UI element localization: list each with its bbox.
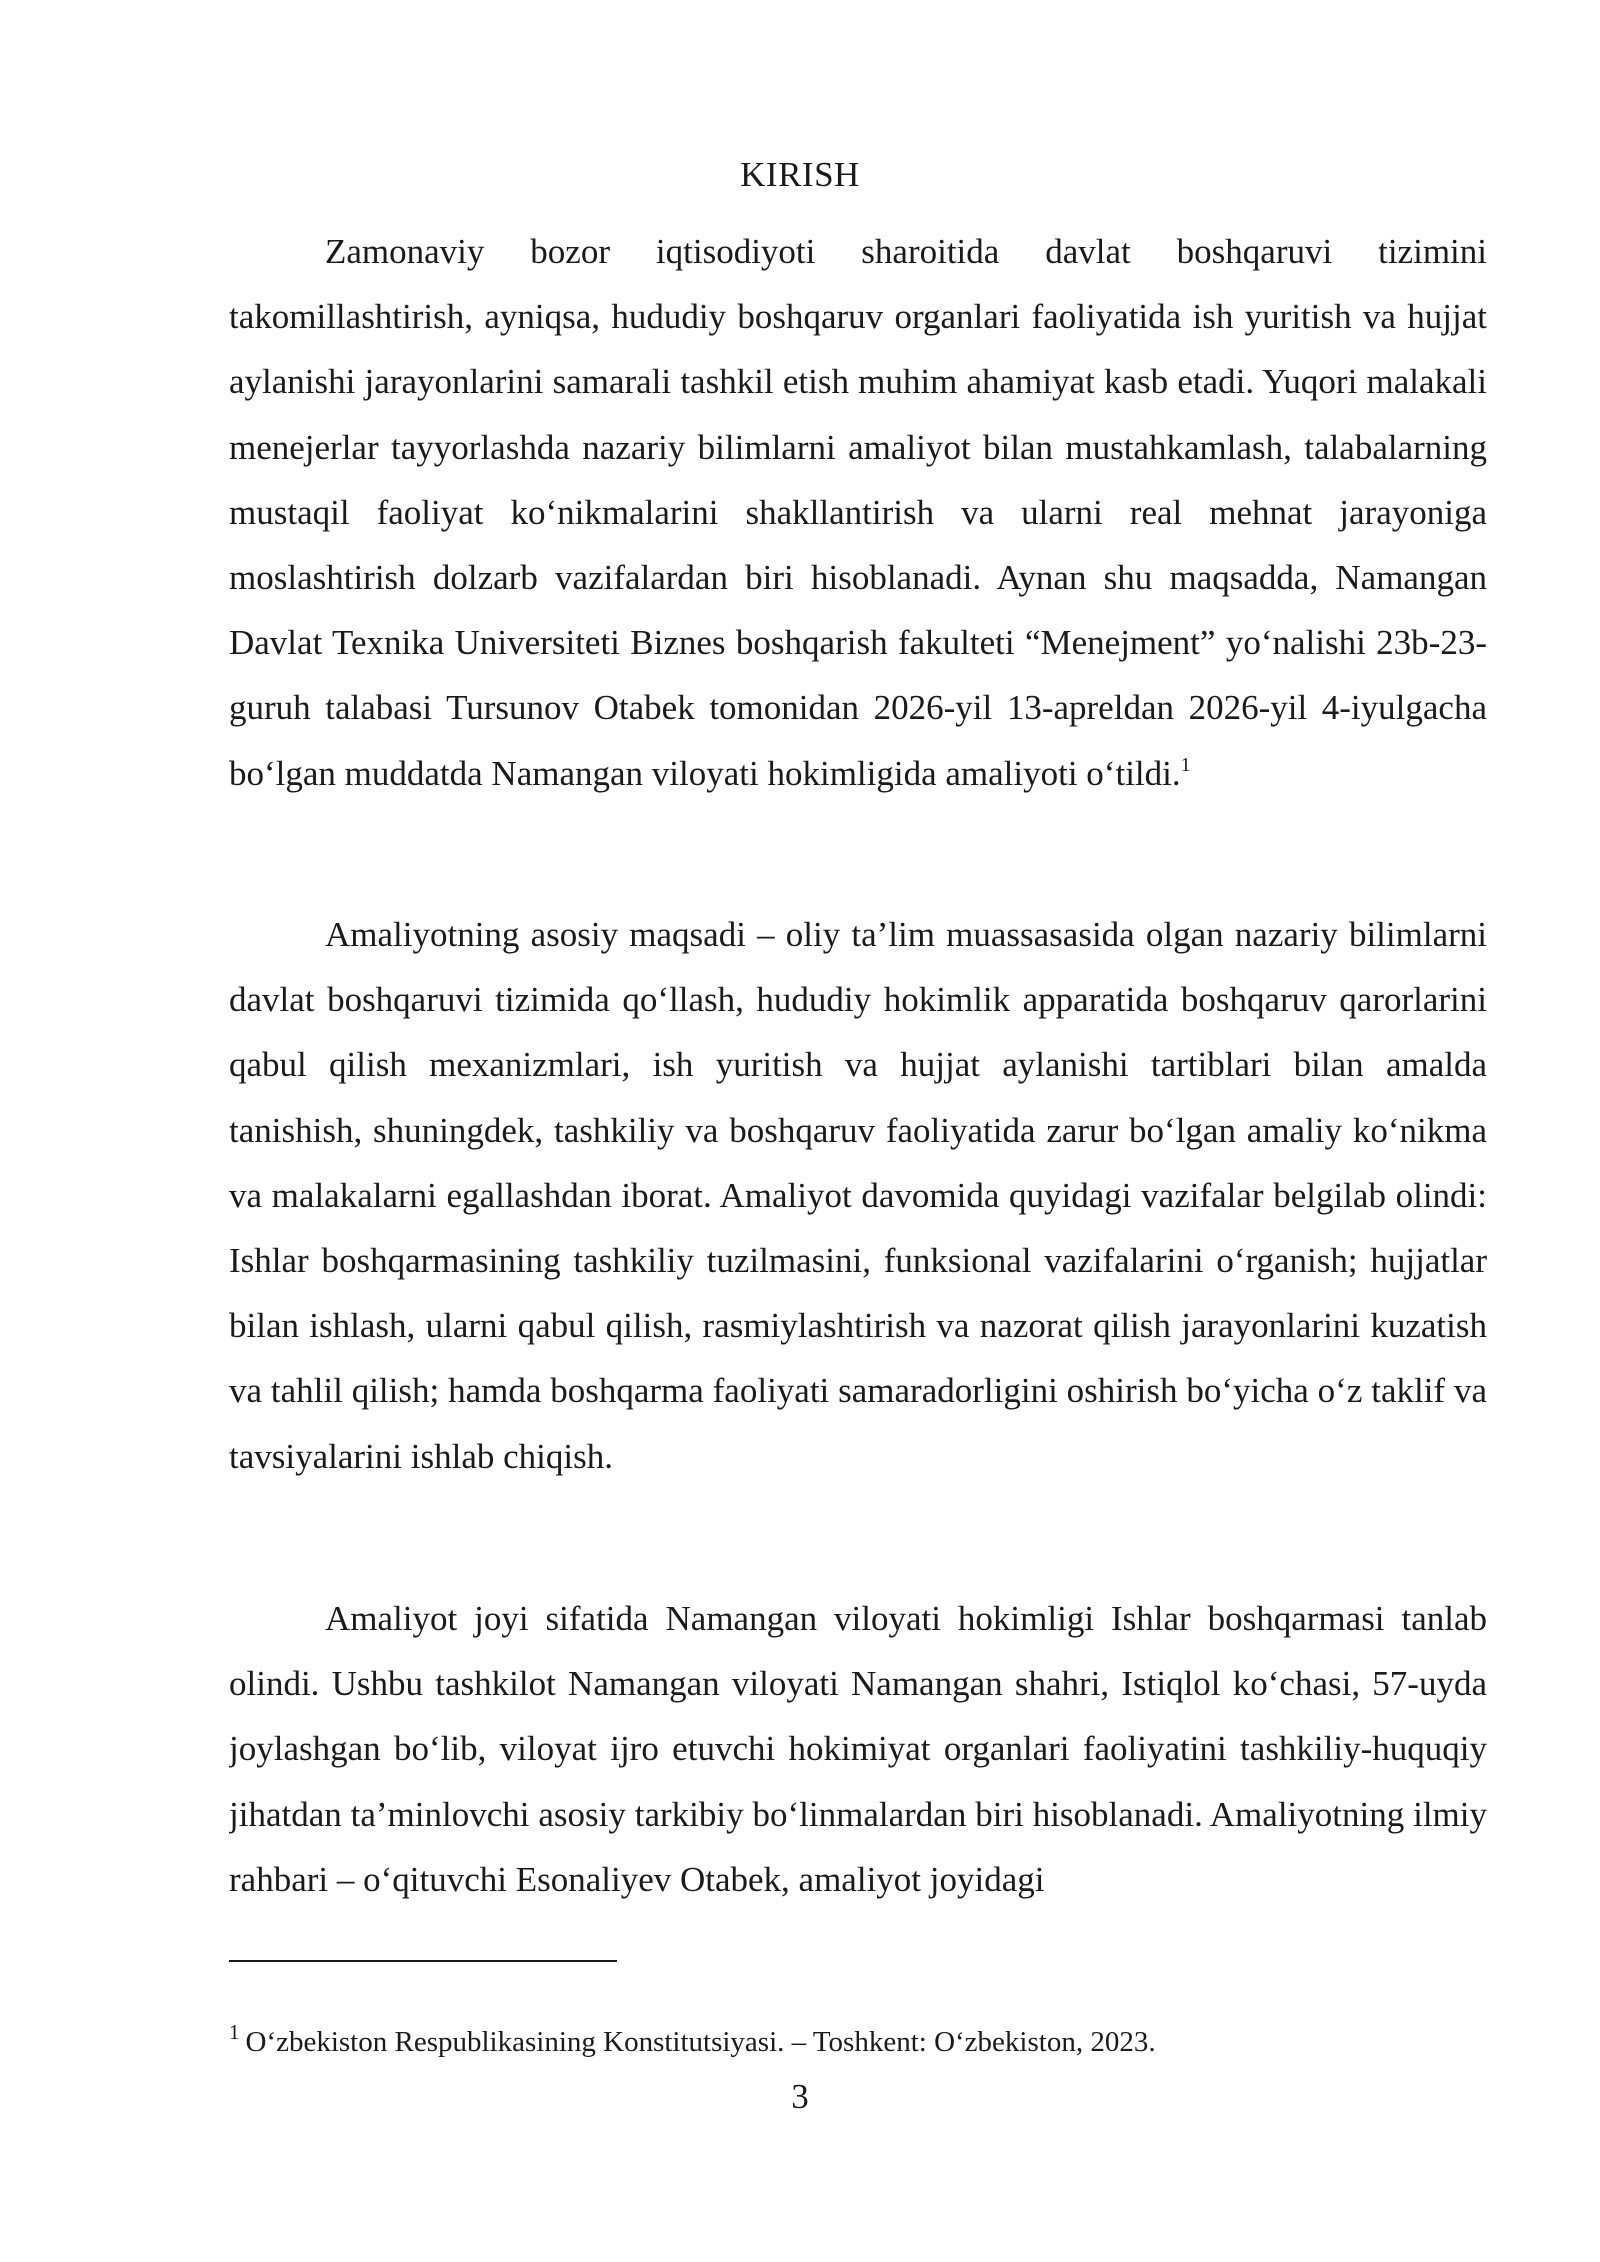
footnote-separator — [229, 1960, 617, 1962]
page-number: 3 — [791, 2077, 809, 2116]
paragraph-practice-place — [229, 1586, 1487, 1976]
section-heading: KIRISH — [740, 155, 860, 194]
footnote-text: O‘zbekiston Respublikasining Konstitutsiyasi. – Toshkent: O‘zbekiston, 2023. — [245, 2026, 1156, 2058]
paragraph-purpose-text: Amaliyotning asosiy maqsadi – oliy ta’lim muassasasida olgan nazariy bilimlarni davlat boshqaruvi tizimida qo‘llash, hududiy hokimlik apparatida boshqaruv qarorlarini qabul qilish mexanizmlari, ish yuritish va hujjat aylanishi tartiblari bilan amalda tanishish, shuningdek, tashkiliy va boshqaruv faoliyatida zarur bo‘lgan amaliy ko‘nikma va malakalarni egallashdan iborat. Amaliyot davomida quyidagi vazifalar belgilab olindi: Ishlar boshqarmasining tashkiliy tuzilmasini, funksional vazifalarini o‘rganish; hujjatlar bilan ishlash, ularni qabul qilish, rasmiylashtirish va nazorat qilish jarayonlarini kuzatish va tahlil qilish; hamda boshqarma faoliyati samaradorligini oshirish bo‘yicha o‘z taklif va tavsiyalarini ishlab chiqish. — [229, 915, 1487, 1476]
paragraph-practice-place-text: Amaliyot joyi sifatida Namangan viloyati hokimligi Ishlar boshqarmasi tanlab olindi. Ushbu tashkilot Namangan viloyati Namangan shahri, Istiqlol ko‘chasi, 57-uyda joylashgan bo‘lib, viloyat ijro etuvchi hokimiyat organlari faoliyatini tashkiliy-huquqiy jihatdan ta’minlovchi asosiy tarkibiy bo‘linmalardan biri hisoblanadi. Amaliyotning ilmiy rahbari – o‘qituvchi Esonaliyev Otabek, amaliyot joyidagi — [229, 1599, 1487, 1899]
paragraph-introduction — [229, 219, 1487, 806]
footnote-number: 1 — [229, 2020, 240, 2044]
footnote-reference[interactable]: 1 — [1180, 753, 1191, 776]
footnote — [229, 2022, 1487, 2062]
paragraph-introduction-text: Zamonaviy bozor iqtisodiyoti sharoitida davlat boshqaruvi tizimini takomillashtirish, ayniqsa, hududiy boshqaruv organlari faoliyatida ish yuritish va hujjat aylanishi jarayonlarini samarali tashkil etish muhim ahamiyat kasb etadi. Yuqori malakali menejerlar tayyorlashda nazariy bilimlarni amaliyot bilan mustahkamlash, talabalarning mustaqil faoliyat ko‘nikmalarini shakllantirish va ularni real mehnat jarayoniga moslashtirish dolzarb vazifalardan biri hisoblanadi. Aynan shu maqsadda, Namangan Davlat Texnika Universiteti Biznes boshqarish fakulteti “Menejment” yo‘nalishi 23b-23-guruh talabasi Tursunov Otabek tomonidan 2026-yil 13-apreldan 2026-yil 4-iyulgacha bo‘lgan muddatda Namangan viloyati hokimligida amaliyoti o‘tildi. — [229, 232, 1487, 793]
paragraph-purpose — [229, 902, 1487, 1489]
